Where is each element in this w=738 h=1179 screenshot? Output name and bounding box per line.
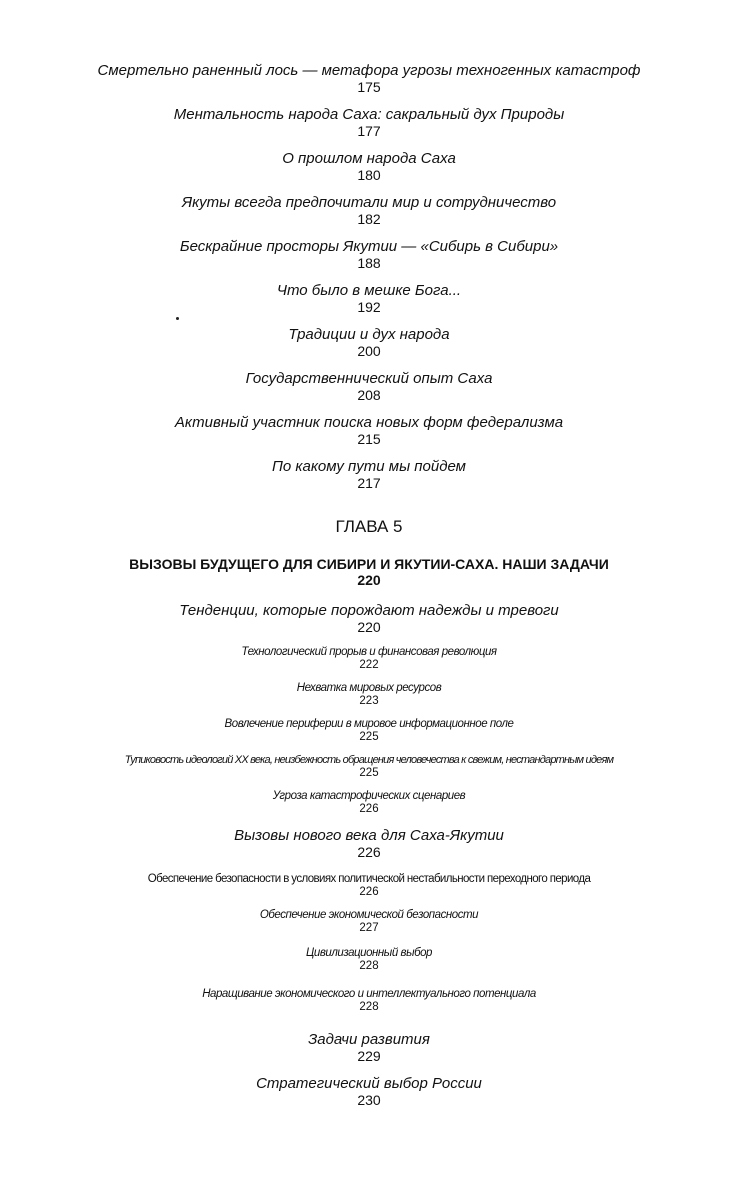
toc-entry-title: О прошлом народа Саха	[282, 150, 456, 167]
chapter-label: ГЛАВА 5	[335, 517, 403, 536]
toc-entry-title: Вызовы нового века для Саха-Якутии	[234, 827, 504, 844]
toc-entry-page: 192	[357, 299, 381, 316]
toc-entry-page: 200	[357, 343, 381, 360]
toc-entry-page: 226	[359, 803, 379, 816]
toc-entry-page: 225	[359, 766, 379, 779]
toc-entry	[0, 1031, 738, 1064]
toc-entry-page: 175	[357, 79, 381, 96]
toc-entry	[0, 282, 738, 315]
toc-subentry	[0, 718, 738, 744]
toc-entry-title: Технологический прорыв и финансовая революция	[241, 646, 497, 658]
toc-entry	[0, 150, 738, 183]
toc-subentry	[0, 754, 738, 780]
toc-entry-page: 217	[357, 475, 381, 492]
toc-entry-page: 229	[357, 1048, 381, 1065]
toc-entry	[0, 62, 738, 95]
toc-entry-title: Цивилизационный выбор	[305, 947, 432, 959]
toc-entry-page: 188	[357, 255, 381, 272]
toc-subentry	[0, 947, 738, 973]
toc-entry	[0, 1075, 738, 1108]
toc-entry-title: Государственнический опыт Саха	[245, 370, 493, 387]
toc-entry-page: 182	[357, 211, 381, 228]
toc-entry-page: 220	[357, 619, 381, 636]
toc-entry-title: По какому пути мы пойдем	[272, 458, 466, 475]
toc-entry-page: 226	[359, 886, 379, 899]
toc-subentry	[0, 790, 738, 816]
toc-entry-title: Тупиковость идеологий XX века, неизбежность обращения человечества к свежим, нестандартным идеям	[124, 754, 614, 766]
toc-entry-title: Вовлечение периферии в мировое информационное поле	[224, 718, 514, 730]
toc-entry-title: Обеспечение безопасности в условиях политической нестабильности переходного периода	[147, 873, 591, 885]
toc-entry	[0, 238, 738, 271]
toc-entry-page: 228	[359, 1001, 379, 1014]
toc-entry-page: 215	[357, 431, 381, 448]
toc-subentry	[0, 646, 738, 672]
toc-entry-title: Смертельно раненный лось — метафора угрозы техногенных катастроф	[97, 62, 641, 79]
chapter-page: 220	[357, 572, 381, 589]
toc-entry-title: Тенденции, которые порождают надежды и тревоги	[179, 602, 559, 619]
toc-subentry	[0, 988, 738, 1014]
toc-entry-title: Стратегический выбор России	[256, 1075, 482, 1092]
toc-entry-title: Задачи развития	[308, 1031, 430, 1048]
toc-entry-page: 223	[359, 695, 379, 708]
toc-subentry	[0, 909, 738, 935]
toc-entry-page: 180	[357, 167, 381, 184]
toc-entry-title: Наращивание экономического и интеллектуального потенциала	[202, 988, 536, 1000]
toc-entry-title: Бескрайние просторы Якутии — «Сибирь в Сибири»	[179, 238, 559, 255]
toc-entry-title: Ментальность народа Саха: сакральный дух Природы	[173, 106, 565, 123]
toc-entry-page: 228	[359, 960, 379, 973]
toc-entry-page: 230	[357, 1092, 381, 1109]
toc-entry-page: 222	[359, 659, 379, 672]
toc-entry	[0, 827, 738, 860]
ink-speck	[176, 317, 179, 320]
toc-entry-title: Обеспечение экономической безопасности	[259, 909, 479, 921]
toc-entry-page: 177	[357, 123, 381, 140]
toc-entry-page: 208	[357, 387, 381, 404]
chapter-title: ВЫЗОВЫ БУДУЩЕГО ДЛЯ СИБИРИ И ЯКУТИИ-САХА. НАШИ ЗАДАЧИ	[129, 556, 609, 572]
toc-subentry	[0, 682, 738, 708]
toc-entry	[0, 602, 738, 635]
toc-entry-title: Якуты всегда предпочитали мир и сотрудничество	[181, 194, 557, 211]
toc-entry	[0, 414, 738, 447]
chapter-heading	[0, 556, 738, 588]
toc-entry-title: Угроза катастрофических сценариев	[272, 790, 466, 802]
toc-entry	[0, 106, 738, 139]
toc-entry	[0, 458, 738, 491]
toc-entry-page: 225	[359, 731, 379, 744]
toc-entry-title: Нехватка мировых ресурсов	[296, 682, 442, 694]
toc-entry-title: Что было в мешке Бога...	[276, 282, 462, 299]
toc-entry	[0, 370, 738, 403]
toc-entry	[0, 194, 738, 227]
toc-entry	[0, 326, 738, 359]
toc-entry-title: Традиции и дух народа	[288, 326, 450, 343]
toc-entry-title: Активный участник поиска новых форм федерализма	[174, 414, 564, 431]
toc-entry-page: 227	[359, 922, 379, 935]
toc-entry-page: 226	[357, 844, 381, 861]
toc-subentry	[0, 873, 738, 899]
